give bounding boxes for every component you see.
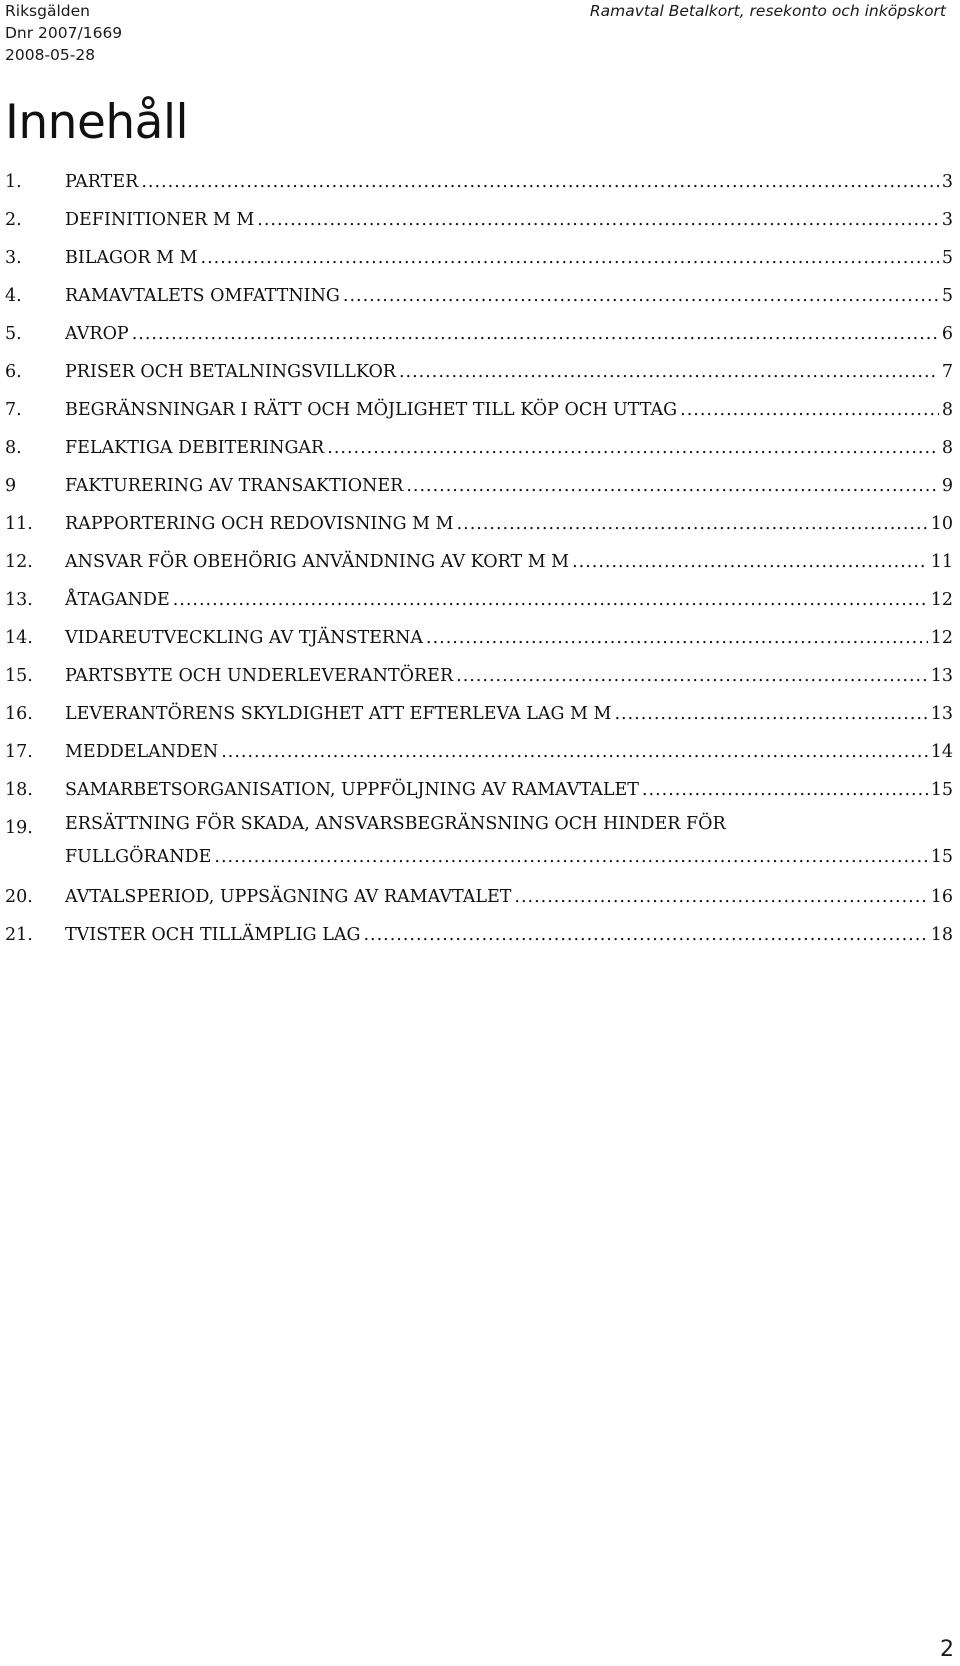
toc-entry-body [65,657,953,695]
toc-entry-page: 15 [930,847,953,867]
toc-entry-title: FAKTURERING AV TRANSAKTIONER [65,476,404,496]
toc-entry-number: 15. [5,666,33,686]
toc-entry-title: BILAGOR M M [65,248,198,268]
toc-entry[interactable] [5,733,960,771]
toc-dot-leader [214,840,927,874]
toc-entry-number: 7. [5,400,22,420]
toc-entry-body [65,543,953,581]
toc-entry[interactable] [5,581,960,619]
toc-entry-title: MEDDELANDEN [65,742,219,762]
toc-entry-body [65,353,953,391]
toc-entry[interactable] [5,657,960,695]
toc-entry-number: 2. [5,210,22,230]
toc-entry-title-line: ERSÄTTNING FÖR SKADA, ANSVARSBEGRÄNSNING OCH HINDER FÖR [65,814,726,834]
toc-entry-title: DEFINITIONER M M [65,210,255,230]
organization-name: Riksgälden [5,2,90,20]
document-date: 2008-05-28 [5,46,96,64]
toc-entry[interactable] [5,201,960,239]
toc-dot-leader [173,581,928,619]
toc-entry-page: 13 [930,704,953,724]
toc-entry[interactable] [5,391,960,429]
toc-entry-page: 16 [930,887,953,907]
toc-entry-number: 14. [5,628,33,648]
toc-entry[interactable] [5,239,960,277]
toc-entry-page: 14 [930,742,953,762]
table-of-contents [5,163,960,954]
toc-dot-leader [399,353,939,391]
toc-entry-page: 3 [941,210,953,230]
toc-entry-title: ANSVAR FÖR OBEHÖRIG ANVÄNDNING AV KORT M M [65,552,570,572]
toc-entry-page: 3 [941,172,953,192]
toc-dot-leader [642,771,928,809]
toc-dot-leader [343,277,939,315]
toc-dot-leader [327,429,939,467]
toc-entry-number: 20. [5,887,33,907]
toc-dot-leader [572,543,928,581]
toc-dot-leader [614,695,927,733]
toc-entry-number: 19. [5,818,33,838]
toc-entry[interactable] [5,353,960,391]
toc-entry[interactable] [5,619,960,657]
toc-entry-title: FELAKTIGA DEBITERINGAR [65,438,325,458]
reference-number: Dnr 2007/1669 [5,24,123,42]
toc-entry[interactable] [5,695,960,733]
toc-entry-page: 6 [941,324,953,344]
toc-dot-leader [406,467,939,505]
toc-entry-title: PARTSBYTE OCH UNDERLEVERANTÖRER [65,666,454,686]
toc-entry-body [65,429,953,467]
toc-entry-number: 6. [5,362,22,382]
toc-entry-number: 8. [5,438,22,458]
toc-entry[interactable] [5,771,960,809]
toc-dot-leader [457,505,928,543]
toc-entry-body [65,619,953,657]
toc-entry-page: 5 [941,248,953,268]
toc-entry-title: RAMAVTALETS OMFATTNING [65,286,340,306]
toc-entry-number: 12. [5,552,33,572]
toc-entry-body [65,733,953,771]
toc-entry-page: 18 [930,925,953,945]
toc-entry-page: 11 [930,552,953,572]
toc-entry-body [65,315,953,353]
toc-entry-number: 18. [5,780,33,800]
toc-entry[interactable] [5,163,960,201]
toc-entry-title: PRISER OCH BETALNINGSVILLKOR [65,362,396,382]
toc-entry-number: 1. [5,172,22,192]
toc-entry-page: 8 [941,400,953,420]
toc-entry-page: 13 [930,666,953,686]
toc-entry-title: TVISTER OCH TILLÄMPLIG LAG [65,925,361,945]
toc-entry-page: 5 [941,286,953,306]
toc-entry[interactable] [5,505,960,543]
toc-entry[interactable] [5,809,960,878]
toc-entry[interactable] [5,916,960,954]
toc-entry-number: 21. [5,925,33,945]
toc-entry-body [65,771,953,809]
toc-entry[interactable] [5,315,960,353]
toc-entry-body [65,505,953,543]
toc-dot-leader [221,733,927,771]
toc-entry-page: 12 [930,590,953,610]
toc-entry-page: 12 [930,628,953,648]
toc-entry-title: AVROP [65,324,129,344]
toc-entry-page: 10 [930,514,953,534]
toc-entry-page: 15 [930,780,953,800]
toc-entry-title: SAMARBETSORGANISATION, UPPFÖLJNING AV RAMAVTALET [65,780,639,800]
toc-entry-title: PARTER [65,172,139,192]
document-header [5,0,122,66]
toc-entry-body [65,878,953,916]
document-title: Ramavtal Betalkort, resekonto och inköpskort [589,2,946,20]
toc-entry-title: RAPPORTERING OCH REDOVISNING M M [65,514,454,534]
toc-entry[interactable] [5,467,960,505]
toc-entry-title: FULLGÖRANDE [65,847,212,867]
toc-dot-leader [680,391,939,429]
toc-dot-leader [426,619,928,657]
toc-entry-number: 13. [5,590,33,610]
toc-dot-leader [257,201,939,239]
toc-entry-body [65,467,953,505]
toc-entry-number: 3. [5,248,22,268]
toc-entry[interactable] [5,543,960,581]
toc-entry-title: LEVERANTÖRENS SKYLDIGHET ATT EFTERLEVA LAG M M [65,704,612,724]
toc-entry-number: 16. [5,704,33,724]
toc-dot-leader [132,315,939,353]
toc-entry-body [65,581,953,619]
toc-dot-leader [141,163,939,201]
toc-entry-title: AVTALSPERIOD, UPPSÄGNING AV RAMAVTALET [65,887,512,907]
toc-entry-body [65,239,953,277]
page-number: 2 [940,1637,954,1662]
toc-entry-title: BEGRÄNSNINGAR I RÄTT OCH MÖJLIGHET TILL KÖP OCH UTTAG [65,400,678,420]
toc-entry-title: ÅTAGANDE [65,590,170,610]
toc-entry-number: 11. [5,514,33,534]
toc-entry[interactable] [5,277,960,315]
toc-entry-body [65,809,953,874]
toc-entry-number: 9 [5,476,17,496]
toc-dot-leader [456,657,928,695]
toc-entry-number: 17. [5,742,33,762]
toc-heading: Innehåll [5,95,189,150]
toc-entry-title: VIDAREUTVECKLING AV TJÄNSTERNA [65,628,424,648]
toc-entry[interactable] [5,878,960,916]
toc-entry-number: 4. [5,286,22,306]
toc-dot-leader [201,239,939,277]
toc-entry-body [65,277,953,315]
toc-entry-body [65,163,953,201]
toc-entry[interactable] [5,429,960,467]
toc-entry-page: 9 [941,476,953,496]
toc-entry-body [65,695,953,733]
toc-entry-body [65,391,953,429]
toc-entry-body [65,916,953,954]
toc-entry-number: 5. [5,324,22,344]
toc-dot-leader [514,878,927,916]
toc-dot-leader [363,916,927,954]
toc-entry-page: 8 [941,438,953,458]
toc-entry-page: 7 [941,362,953,382]
toc-entry-body [65,201,953,239]
